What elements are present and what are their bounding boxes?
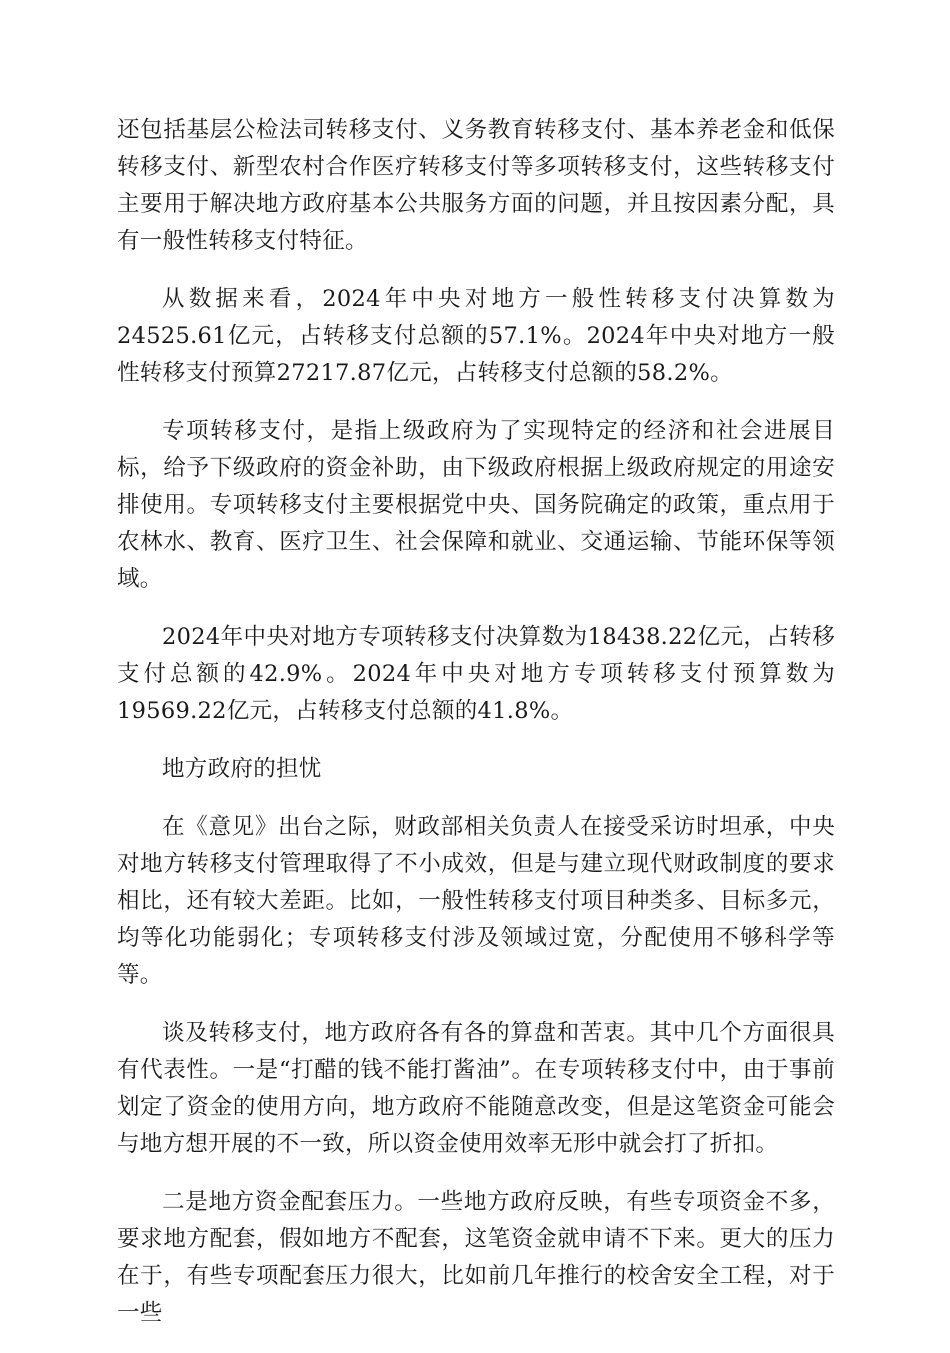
paragraph-local-difficulties: 谈及转移支付，地方政府各有各的算盘和苦衷。其中几个方面很具有代表性。一是“打醋的钱不能打酱油”。在专项转移支付中，由于事前划定了资金的使用方向，地方政府不能随意改变，但是这笔资金可能会与地方想开展的不一致，所以资金使用效率无形中就会打了折扣。 — [117, 1020, 835, 1157]
paragraph-general-transfer-data: 从数据来看，2024年中央对地方一般性转移支付决算数为24525.61亿元，占转移支付总额的57.1%。2024年中央对地方一般性转移支付预算27217.87亿元，占转移支付总额的58.2%。 — [117, 286, 835, 386]
paragraph-transfer-types: 还包括基层公检法司转移支付、义务教育转移支付、基本养老金和低保转移支付、新型农村合作医疗转移支付等多项转移支付，这些转移支付主要用于解决地方政府基本公共服务方面的问题，并且按因素分配，具有一般性转移支付特征。 — [117, 117, 835, 254]
paragraph-special-transfer-data: 2024年中央对地方专项转移支付决算数为18438.22亿元，占转移支付总额的42.9%。2024年中央对地方专项转移支付预算数为19569.22亿元，占转移支付总额的41.8%。 — [117, 624, 835, 724]
document-body — [117, 112, 835, 1353]
section-heading-local-concerns: 地方政府的担忧 — [162, 756, 322, 782]
paragraph-ministry-statement: 在《意见》出台之际，财政部相关负责人在接受采访时坦承，中央对地方转移支付管理取得了不小成效，但是与建立现代财政制度的要求相比，还有较大差距。比如，一般性转移支付项目种类多、目标多元，均等化功能弱化；专项转移支付涉及领域过宽，分配使用不够科学等等。 — [117, 814, 835, 988]
paragraph-matching-funds-pressure: 二是地方资金配套压力。一些地方政府反映，有些专项资金不多，要求地方配套，假如地方不配套，这笔资金就申请不下来。更大的压力在于，有些专项配套压力很大，比如前几年推行的校舍安全工程，对于一些 — [117, 1189, 835, 1326]
paragraph-special-transfer-definition: 专项转移支付，是指上级政府为了实现特定的经济和社会进展目标，给予下级政府的资金补助，由下级政府根据上级政府规定的用途安排使用。专项转移支付主要根据党中央、国务院确定的政策，重点用于农林水、教育、医疗卫生、社会保障和就业、交通运输、节能环保等领域。 — [117, 418, 835, 592]
